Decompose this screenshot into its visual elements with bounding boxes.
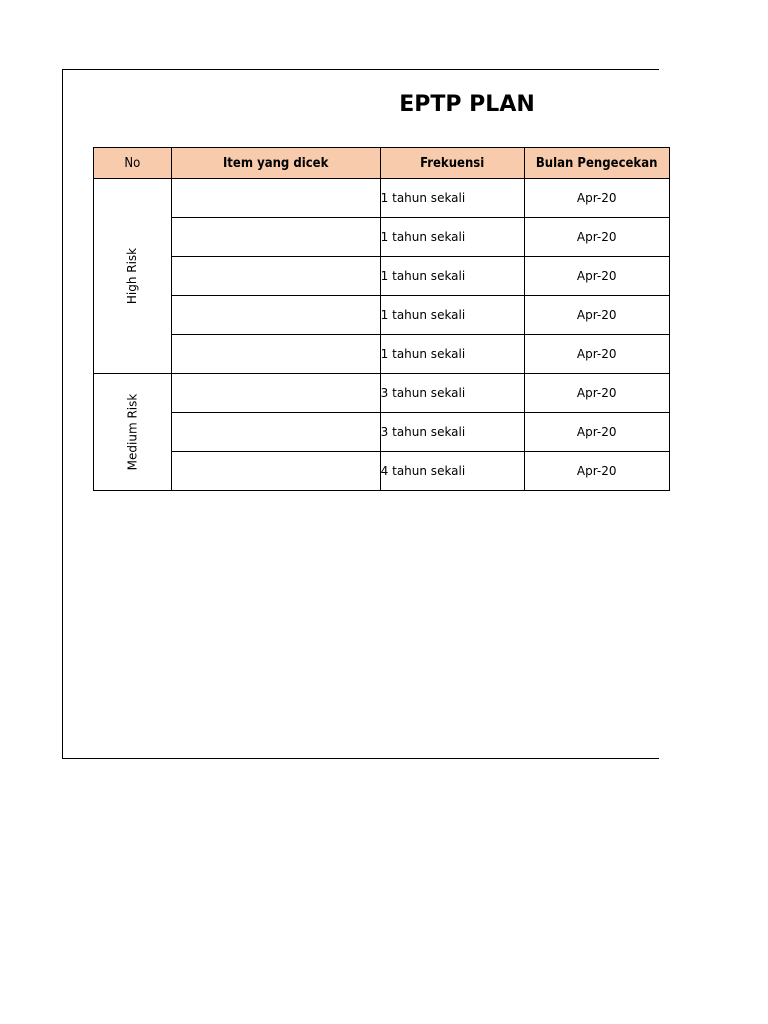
eptp-plan-table [93,147,670,491]
table-row [94,452,670,491]
item-cell[interactable] [171,257,380,296]
table-row [94,218,670,257]
table-row [94,179,670,218]
frequency-cell: 3 tahun sekali [380,413,524,452]
group-cell-high-risk [94,179,172,374]
item-cell[interactable] [171,335,380,374]
group-label-medium-risk: Medium Risk [125,393,140,471]
header-frequency: Frekuensi [380,148,524,179]
month-cell: Apr-20 [524,218,669,257]
item-cell[interactable] [171,296,380,335]
header-no: No [94,148,172,179]
month-cell: Apr-20 [524,257,669,296]
header-month: Bulan Pengecekan [524,148,669,179]
item-cell[interactable] [171,179,380,218]
frequency-cell: 4 tahun sekali [380,452,524,491]
month-cell: Apr-20 [524,452,669,491]
table-row [94,413,670,452]
month-cell: Apr-20 [524,413,669,452]
frequency-cell: 1 tahun sekali [380,179,524,218]
month-cell: Apr-20 [524,179,669,218]
table-row [94,374,670,413]
table-row [94,335,670,374]
group-label-high-risk: High Risk [125,247,140,305]
table-header-row [94,148,670,179]
table-row [94,257,670,296]
month-cell: Apr-20 [524,374,669,413]
item-cell[interactable] [171,374,380,413]
frequency-cell: 1 tahun sekali [380,257,524,296]
item-cell[interactable] [171,413,380,452]
table-row [94,296,670,335]
frequency-cell: 3 tahun sekali [380,374,524,413]
header-item: Item yang dicek [171,148,380,179]
month-cell: Apr-20 [524,335,669,374]
month-cell: Apr-20 [524,296,669,335]
frequency-cell: 1 tahun sekali [380,296,524,335]
page-title: EPTP PLAN [399,92,535,117]
item-cell[interactable] [171,218,380,257]
frequency-cell: 1 tahun sekali [380,218,524,257]
frequency-cell: 1 tahun sekali [380,335,524,374]
group-cell-medium-risk [94,374,172,491]
item-cell[interactable] [171,452,380,491]
